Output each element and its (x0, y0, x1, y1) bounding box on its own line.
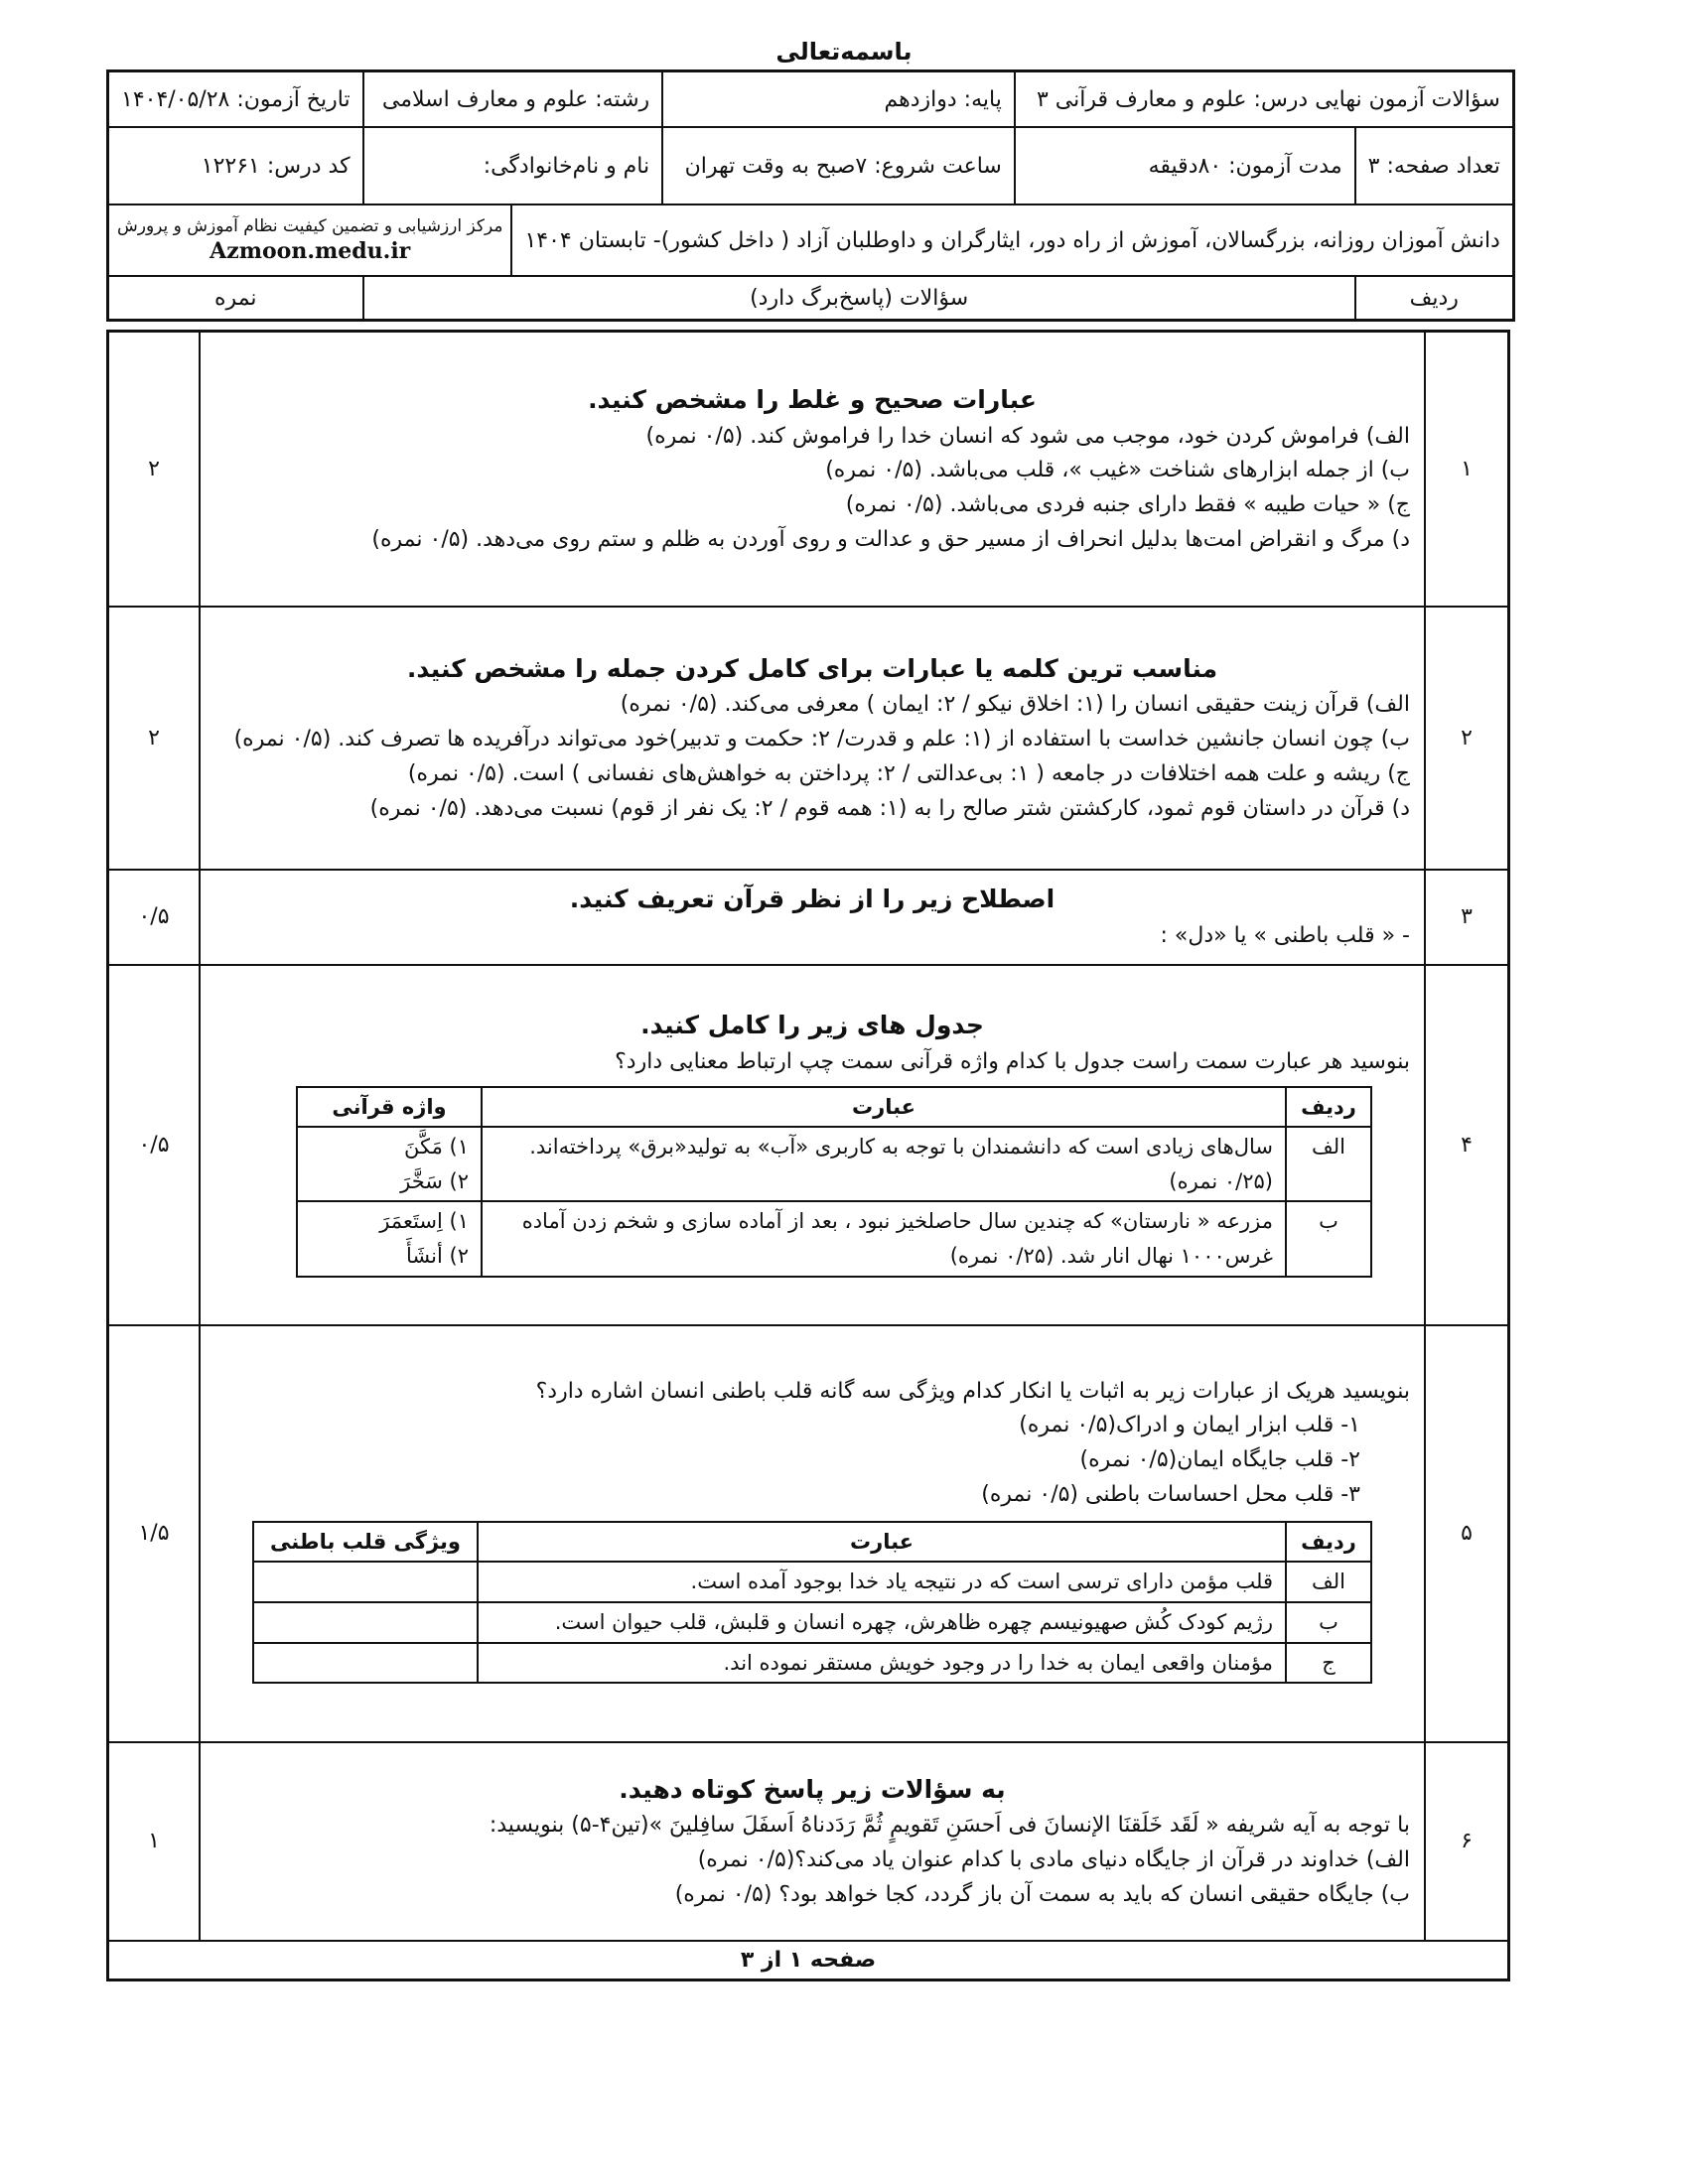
answer-cell[interactable] (253, 1602, 478, 1643)
question-line: ب) جایگاه حقیقی انسان که باید به سمت آن باز گردد، کجا خواهد بود؟ (۰/۵ نمره) (674, 1881, 1410, 1907)
answer-cell[interactable] (253, 1643, 478, 1684)
issuer-block (108, 205, 512, 276)
table-header: ردیف (1286, 1522, 1371, 1563)
question-row (108, 965, 1509, 1325)
table-header: عبارت (482, 1087, 1286, 1128)
option: ۱) مَکَّنَ (404, 1135, 469, 1160)
option: ۱) اِستَعمَرَ (379, 1209, 469, 1234)
table-row (253, 1602, 1371, 1643)
row-label: ج (1286, 1643, 1371, 1684)
question-number: ۱ (1425, 332, 1509, 607)
issuer-website: Azmoon.medu.ir (210, 237, 411, 264)
question-line: الف) قرآن زینت حقیقی انسان را (۱: اخلاق نیکو / ۲: ایمان ) معرفی می‌کند. (۰/۵ نمره) (620, 692, 1410, 718)
question-score: ۰/۵ (108, 965, 201, 1325)
audience-label: دانش آموزان روزانه، بزرگسالان، آموزش از راه دور، ایثارگران و داوطلبان آزاد ( داخل کشور)- تابستان ۱۴۰۴ (511, 205, 1513, 276)
footer-row (108, 1941, 1509, 1980)
questions-table (106, 330, 1510, 1981)
course-code: کد درس: ۱۲۲۶۱ (108, 127, 363, 205)
matching-table (296, 1086, 1372, 1278)
table-row (253, 1562, 1371, 1602)
grade-label: پایه: دوازدهم (662, 71, 1015, 128)
question-item: ۱- قلب ابزار ایمان و ادراک(۰/۵ نمره) (1019, 1413, 1360, 1438)
question-line: د) مرگ و انقراض امت‌ها بدلیل انحراف از مسیر حق و عدالت و روی آوردن به ظلم و ستم روی می‌دهد. (۰/۵ نمره) (371, 526, 1410, 552)
row-options (297, 1201, 482, 1276)
start-time: ساعت شروع: ۷صبح به وقت تهران (662, 127, 1015, 205)
row-text: قلب مؤمن دارای ترسی است که در نتیجه یاد خدا بوجود آمده است. (478, 1562, 1286, 1602)
row-text: مؤمنان واقعی ایمان به خدا را در وجود خویش مستقر نموده اند. (478, 1643, 1286, 1684)
question-item: ۳- قلب محل احساسات باطنی (۰/۵ نمره) (981, 1481, 1360, 1507)
question-intro: بنوسید هر عبارت سمت راست جدول با کدام واژه قرآنی سمت چپ ارتباط معنایی دارد؟ (615, 1048, 1410, 1074)
question-line: با توجه به آیه شریفه « لَقَد خَلَقنَا الإنسانَ فی اَحسَنِ تَقویمٍ ثُمَّ رَدَدناهُ اَسفَلَ سافِلینَ »(تین۴-۵) بنویسید: (489, 1813, 1410, 1839)
question-body (200, 607, 1425, 870)
table-row (297, 1201, 1371, 1276)
page-top-title: باسمه‌تعالی (775, 38, 913, 66)
heart-features-table (252, 1521, 1372, 1685)
table-header: واژه قرآنی (297, 1087, 482, 1128)
question-score: ۲ (108, 607, 201, 870)
page-count: تعداد صفحه: ۳ (1355, 127, 1514, 205)
question-line: ج) « حیات طیبه » فقط دارای جنبه فردی می‌باشد. (۰/۵ نمره) (845, 492, 1410, 517)
student-name-field: نام و نام‌خانوادگی: (363, 127, 663, 205)
answer-cell[interactable] (253, 1562, 478, 1602)
question-number: ۴ (1425, 965, 1509, 1325)
question-title: اصطلاح زیر را از نظر قرآن تعریف کنید. (569, 885, 1055, 914)
question-line: د) قرآن در داستان قوم ثمود، کارکشتن شتر صالح را به (۱: همه قوم / ۲: یک نفر از قوم) نسبت می‌دهد. (۰/۵ نمره) (369, 795, 1410, 821)
question-intro: بنویسید هریک از عبارات زیر به اثبات یا انکار کدام ویژگی سه گانه قلب باطنی انسان اشاره دارد؟ (535, 1378, 1410, 1404)
exam-header (106, 69, 1515, 322)
question-line: ب) از جمله ابزارهای شناخت «غیب »، قلب می‌باشد. (۰/۵ نمره) (825, 458, 1410, 483)
option: ۲) أنشَأَ (406, 1244, 469, 1269)
row-label: ب (1286, 1201, 1371, 1276)
table-header: عبارت (478, 1522, 1286, 1563)
question-row (108, 607, 1509, 870)
table-row (297, 1127, 1371, 1201)
question-row (108, 1325, 1509, 1742)
question-title: جدول های زیر را کامل کنید. (640, 1011, 984, 1040)
question-body (200, 1325, 1425, 1742)
question-row (108, 1742, 1509, 1941)
question-number: ۲ (1425, 607, 1509, 870)
question-score: ۱ (108, 1742, 201, 1941)
question-number: ۳ (1425, 870, 1509, 965)
exam-page (106, 69, 1510, 2017)
question-title: عبارات صحیح و غلط را مشخص کنید. (588, 385, 1037, 414)
exam-duration: مدت آزمون: ۸۰دقیقه (1015, 127, 1355, 205)
question-score: ۲ (108, 332, 201, 607)
col-header-score: نمره (108, 276, 363, 321)
col-header-row: ردیف (1355, 276, 1514, 321)
row-text: سال‌های زیادی است که دانشمندان با توجه به کاربری «آب» به تولید«برق» پرداخته‌اند. (۰/۲۵ نمره) (482, 1127, 1286, 1201)
col-header-questions: سؤالات (پاسخ‌برگ دارد) (363, 276, 1355, 321)
question-title: مناسب ترین کلمه یا عبارات برای کامل کردن جمله را مشخص کنید. (406, 653, 1218, 683)
row-label: الف (1286, 1562, 1371, 1602)
page-number: صفحه ۱ از ۳ (108, 1941, 1509, 1980)
exam-date: تاریخ آزمون: ۱۴۰۴/۰۵/۲۸ (108, 71, 363, 128)
course-title: سؤالات آزمون نهایی درس: علوم و معارف قرآنی ۳ (1015, 71, 1514, 128)
question-body (200, 965, 1425, 1325)
question-score: ۰/۵ (108, 870, 201, 965)
question-line: الف) فراموش کردن خود، موجب می شود که انسان خدا را فراموش کند. (۰/۵ نمره) (645, 423, 1410, 449)
question-line: ج) ریشه و علت همه اختلافات در جامعه ( ۱: بی‌عدالتی / ۲: پرداختن به خواهش‌های نفسانی ) است. (۰/۵ نمره) (407, 760, 1410, 786)
table-row (253, 1643, 1371, 1684)
field-label: رشته: علوم و معارف اسلامی (363, 71, 663, 128)
question-title: به سؤالات زیر پاسخ کوتاه دهید. (619, 1774, 1006, 1804)
row-text: مزرعه « نارستان» که چندین سال حاصلخیز نبود ، بعد از آماده سازی و شخم زدن آماده غرس۱۰۰۰ نهال انار شد. (۰/۲۵ نمره) (482, 1201, 1286, 1276)
question-score: ۱/۵ (108, 1325, 201, 1742)
question-item: ۲- قلب جایگاه ایمان(۰/۵ نمره) (1079, 1447, 1360, 1473)
question-row (108, 332, 1509, 607)
question-number: ۶ (1425, 1742, 1509, 1941)
option: ۲) سَخَّرَ (400, 1168, 469, 1193)
question-body (200, 1742, 1425, 1941)
question-number: ۵ (1425, 1325, 1509, 1742)
question-line: - « قلب باطنی » یا «دل» : (1160, 922, 1410, 948)
issuer-name: مرکز ارزشیابی و تضمین کیفیت نظام آموزش و پرورش (117, 215, 503, 236)
table-header: ویژگی قلب باطنی (253, 1522, 478, 1563)
row-label: ب (1286, 1602, 1371, 1643)
question-row (108, 870, 1509, 965)
question-line: ب) چون انسان جانشین خداست با استفاده از (۱: علم و قدرت/ ۲: حکمت و تدبیر)خود می‌تواند درآفریده ها تصرف کند. (۰/۵ نمره) (233, 727, 1410, 751)
row-text: رژیم کودک کُش صهیونیسم چهره ظاهرش، چهره انسان و قلبش، قلب حیوان است. (478, 1602, 1286, 1643)
table-header: ردیف (1286, 1087, 1371, 1128)
question-body (200, 332, 1425, 607)
row-label: الف (1286, 1127, 1371, 1201)
row-options (297, 1127, 482, 1201)
question-body (200, 870, 1425, 965)
question-line: الف) خداوند در قرآن از جایگاه دنیای مادی با کدام عنوان یاد می‌کند؟(۰/۵ نمره) (697, 1846, 1410, 1872)
